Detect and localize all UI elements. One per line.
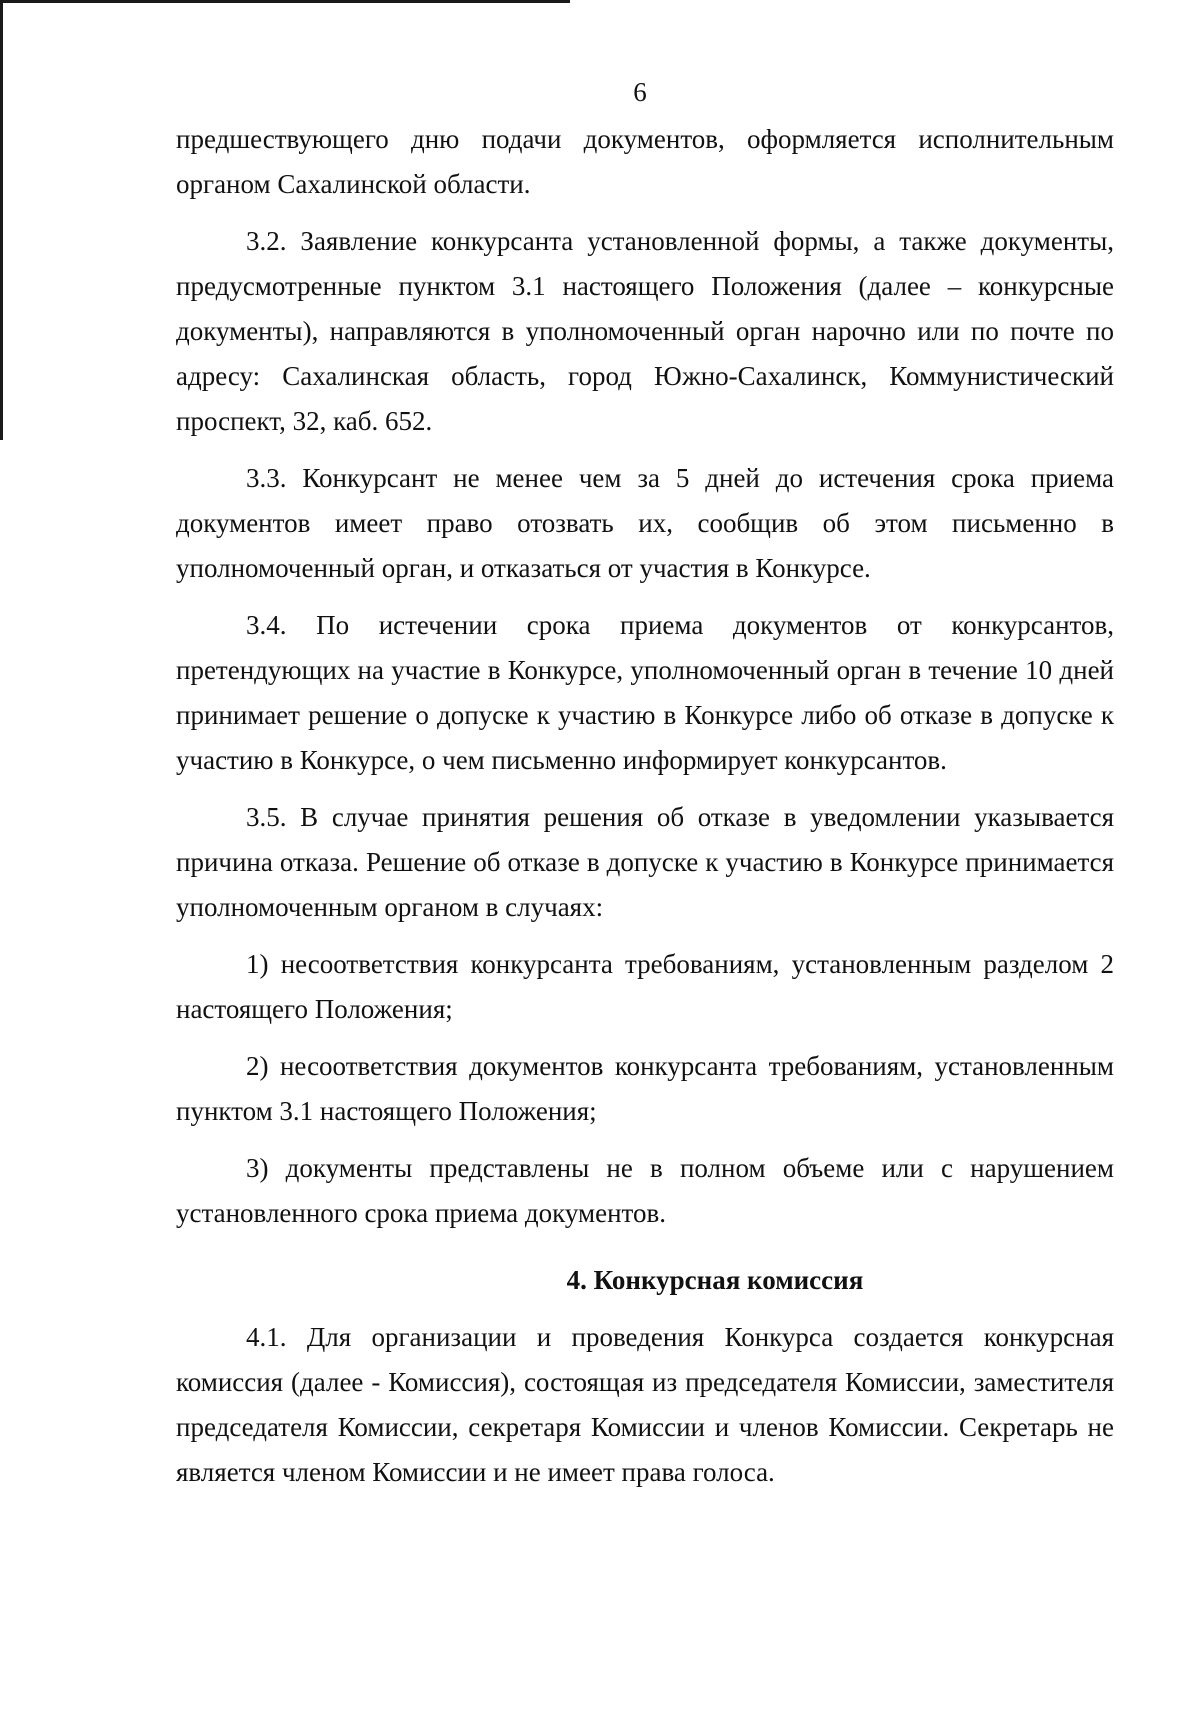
paragraph-3-5: 3.5. В случае принятия решения об отказе в уведомлении указывается причина отказа. Решение об отказе в допуске к участию в Конкурсе принимается уполномоченным органом в случаях: — [176, 802, 1114, 922]
section-heading: 4. Конкурсная комиссия — [566, 1265, 864, 1295]
document-body — [176, 117, 1114, 1507]
paragraph-3-3: 3.3. Конкурсант не менее чем за 5 дней до истечения срока приема документов имеет право отозвать их, сообщив об этом письменно в уполномоченный орган, и отказаться от участия в Конкурсе. — [176, 463, 1114, 583]
scan-edge-left — [0, 0, 3, 440]
list-item-2: 2) несоответствия документов конкурсанта требованиям, установленным пунктом 3.1 настоящего Положения; — [176, 1051, 1114, 1126]
page-number: 6 — [633, 77, 647, 107]
paragraph-3-4: 3.4. По истечении срока приема документов от конкурсантов, претендующих на участие в Конкурсе, уполномоченный орган в течение 10 дней принимает решение о допуске к участию в Конкурсе либо об отказе в допуске к участию в Конкурсе, о чем письменно информирует конкурсантов. — [176, 610, 1114, 775]
list-item-3: 3) документы представлены не в полном объеме или с нарушением установленного срока приема документов. — [176, 1153, 1114, 1228]
paragraph-continuation: предшествующего дню подачи документов, оформляется исполнительным органом Сахалинской области. — [176, 124, 1114, 199]
paragraph-3-2: 3.2. Заявление конкурсанта установленной формы, а также документы, предусмотренные пунктом 3.1 настоящего Положения (далее – конкурсные документы), направляются в уполномоченный орган нарочно или по почте по адресу: Сахалинская область, город Южно-Сахалинск, Коммунистический проспект, 32, каб. 652. — [176, 226, 1114, 436]
list-item-1: 1) несоответствия конкурсанта требованиям, установленным разделом 2 настоящего Положения; — [176, 949, 1114, 1024]
scan-edge-top — [0, 0, 570, 3]
paragraph-4-1: 4.1. Для организации и проведения Конкурса создается конкурсная комиссия (далее - Комиссия), состоящая из председателя Комиссии, заместителя председателя Комиссии, секретаря Комиссии и членов Комиссии. Секретарь не является членом Комиссии и не имеет права голоса. — [176, 1322, 1114, 1487]
